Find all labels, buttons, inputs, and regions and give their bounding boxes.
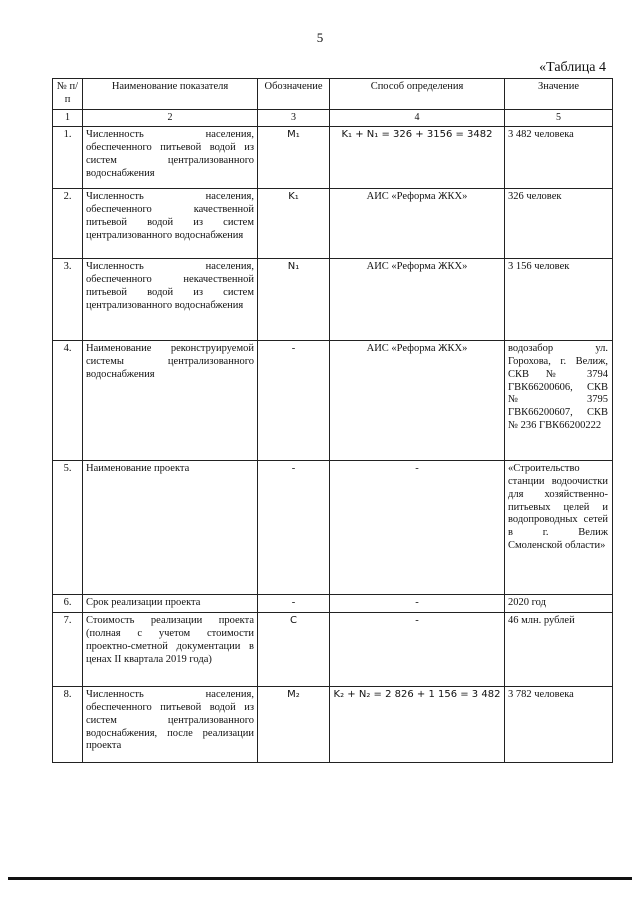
determination-method: K₂ + N₂ = 2 826 + 1 156 = 3 482 — [330, 687, 505, 763]
indicator-value: «Строительство станции водоочистки для хозяйственно-питьевых целей и водопроводных сетей в г. Велиж Смоленской области» — [505, 461, 613, 595]
table-row — [53, 595, 613, 613]
row-number: 6. — [53, 595, 83, 613]
determination-method: - — [330, 613, 505, 687]
table-header-row — [53, 79, 613, 110]
indicator-symbol: - — [258, 595, 330, 613]
determination-method: АИС «Реформа ЖКХ» — [330, 341, 505, 461]
determination-method: - — [330, 595, 505, 613]
table-row — [53, 189, 613, 259]
table-row — [53, 259, 613, 341]
column-number-row — [53, 110, 613, 127]
page-number: 5 — [316, 30, 324, 45]
determination-method: АИС «Реформа ЖКХ» — [330, 189, 505, 259]
row-number: 5. — [53, 461, 83, 595]
indicator-symbol: N₁ — [258, 259, 330, 341]
column-number: 3 — [258, 110, 330, 127]
column-number: 1 — [53, 110, 83, 127]
indicator-table — [52, 78, 613, 763]
indicator-name: Срок реализации проекта — [83, 595, 258, 613]
determination-method: АИС «Реформа ЖКХ» — [330, 259, 505, 341]
row-number: 4. — [53, 341, 83, 461]
row-number: 3. — [53, 259, 83, 341]
table-row — [53, 461, 613, 595]
determination-method: K₁ + N₁ = 326 + 3156 = 3482 — [330, 127, 505, 189]
indicator-value: 326 человек — [505, 189, 613, 259]
indicator-value: водозабор ул. Горохова, г. Велиж, СКВ № 3794 ГВК66200606, СКВ № 3795 ГВК66200607, СКВ № 236 ГВК66200222 — [505, 341, 613, 461]
bottom-rule — [8, 877, 632, 880]
indicator-symbol: M₁ — [258, 127, 330, 189]
row-number: 1. — [53, 127, 83, 189]
indicator-symbol: C — [258, 613, 330, 687]
column-number: 4 — [330, 110, 505, 127]
indicator-symbol: M₂ — [258, 687, 330, 763]
row-number: 8. — [53, 687, 83, 763]
row-number: 2. — [53, 189, 83, 259]
header-method: Способ определения — [330, 79, 505, 110]
indicator-value: 3 482 человека — [505, 127, 613, 189]
column-number: 5 — [505, 110, 613, 127]
indicator-name: Численность населения, обеспеченного качественной питьевой водой из систем централизованного водоснабжения — [83, 189, 258, 259]
indicator-value: 2020 год — [505, 595, 613, 613]
indicator-value: 3 782 человека — [505, 687, 613, 763]
header-name: Наименование показателя — [83, 79, 258, 110]
header-number: № п/п — [53, 79, 83, 110]
row-number: 7. — [53, 613, 83, 687]
indicator-name: Стоимость реализации проекта (полная с учетом стоимости проектно-сметной документации в ценах II квартала 2019 года) — [83, 613, 258, 687]
indicator-symbol: - — [258, 461, 330, 595]
table-row — [53, 687, 613, 763]
indicator-value: 3 156 человек — [505, 259, 613, 341]
indicator-name: Численность населения, обеспеченного питьевой водой из систем централизованного водоснабжения — [83, 127, 258, 189]
indicator-name: Наименование реконструируемой системы централизованного водоснабжения — [83, 341, 258, 461]
determination-method: - — [330, 461, 505, 595]
indicator-name: Численность населения, обеспеченного некачественной питьевой водой из систем централизованного водоснабжения — [83, 259, 258, 341]
header-value: Значение — [505, 79, 613, 110]
table-row — [53, 341, 613, 461]
table-row — [53, 127, 613, 189]
column-number: 2 — [83, 110, 258, 127]
header-symbol: Обозначение — [258, 79, 330, 110]
indicator-symbol: K₁ — [258, 189, 330, 259]
indicator-name: Наименование проекта — [83, 461, 258, 595]
indicator-value: 46 млн. рублей — [505, 613, 613, 687]
table-row — [53, 613, 613, 687]
indicator-symbol: - — [258, 341, 330, 461]
indicator-name: Численность населения, обеспеченного питьевой водой из систем централизованного водоснабжения, после реализации проекта — [83, 687, 258, 763]
table-caption: «Таблица 4 — [539, 60, 606, 75]
